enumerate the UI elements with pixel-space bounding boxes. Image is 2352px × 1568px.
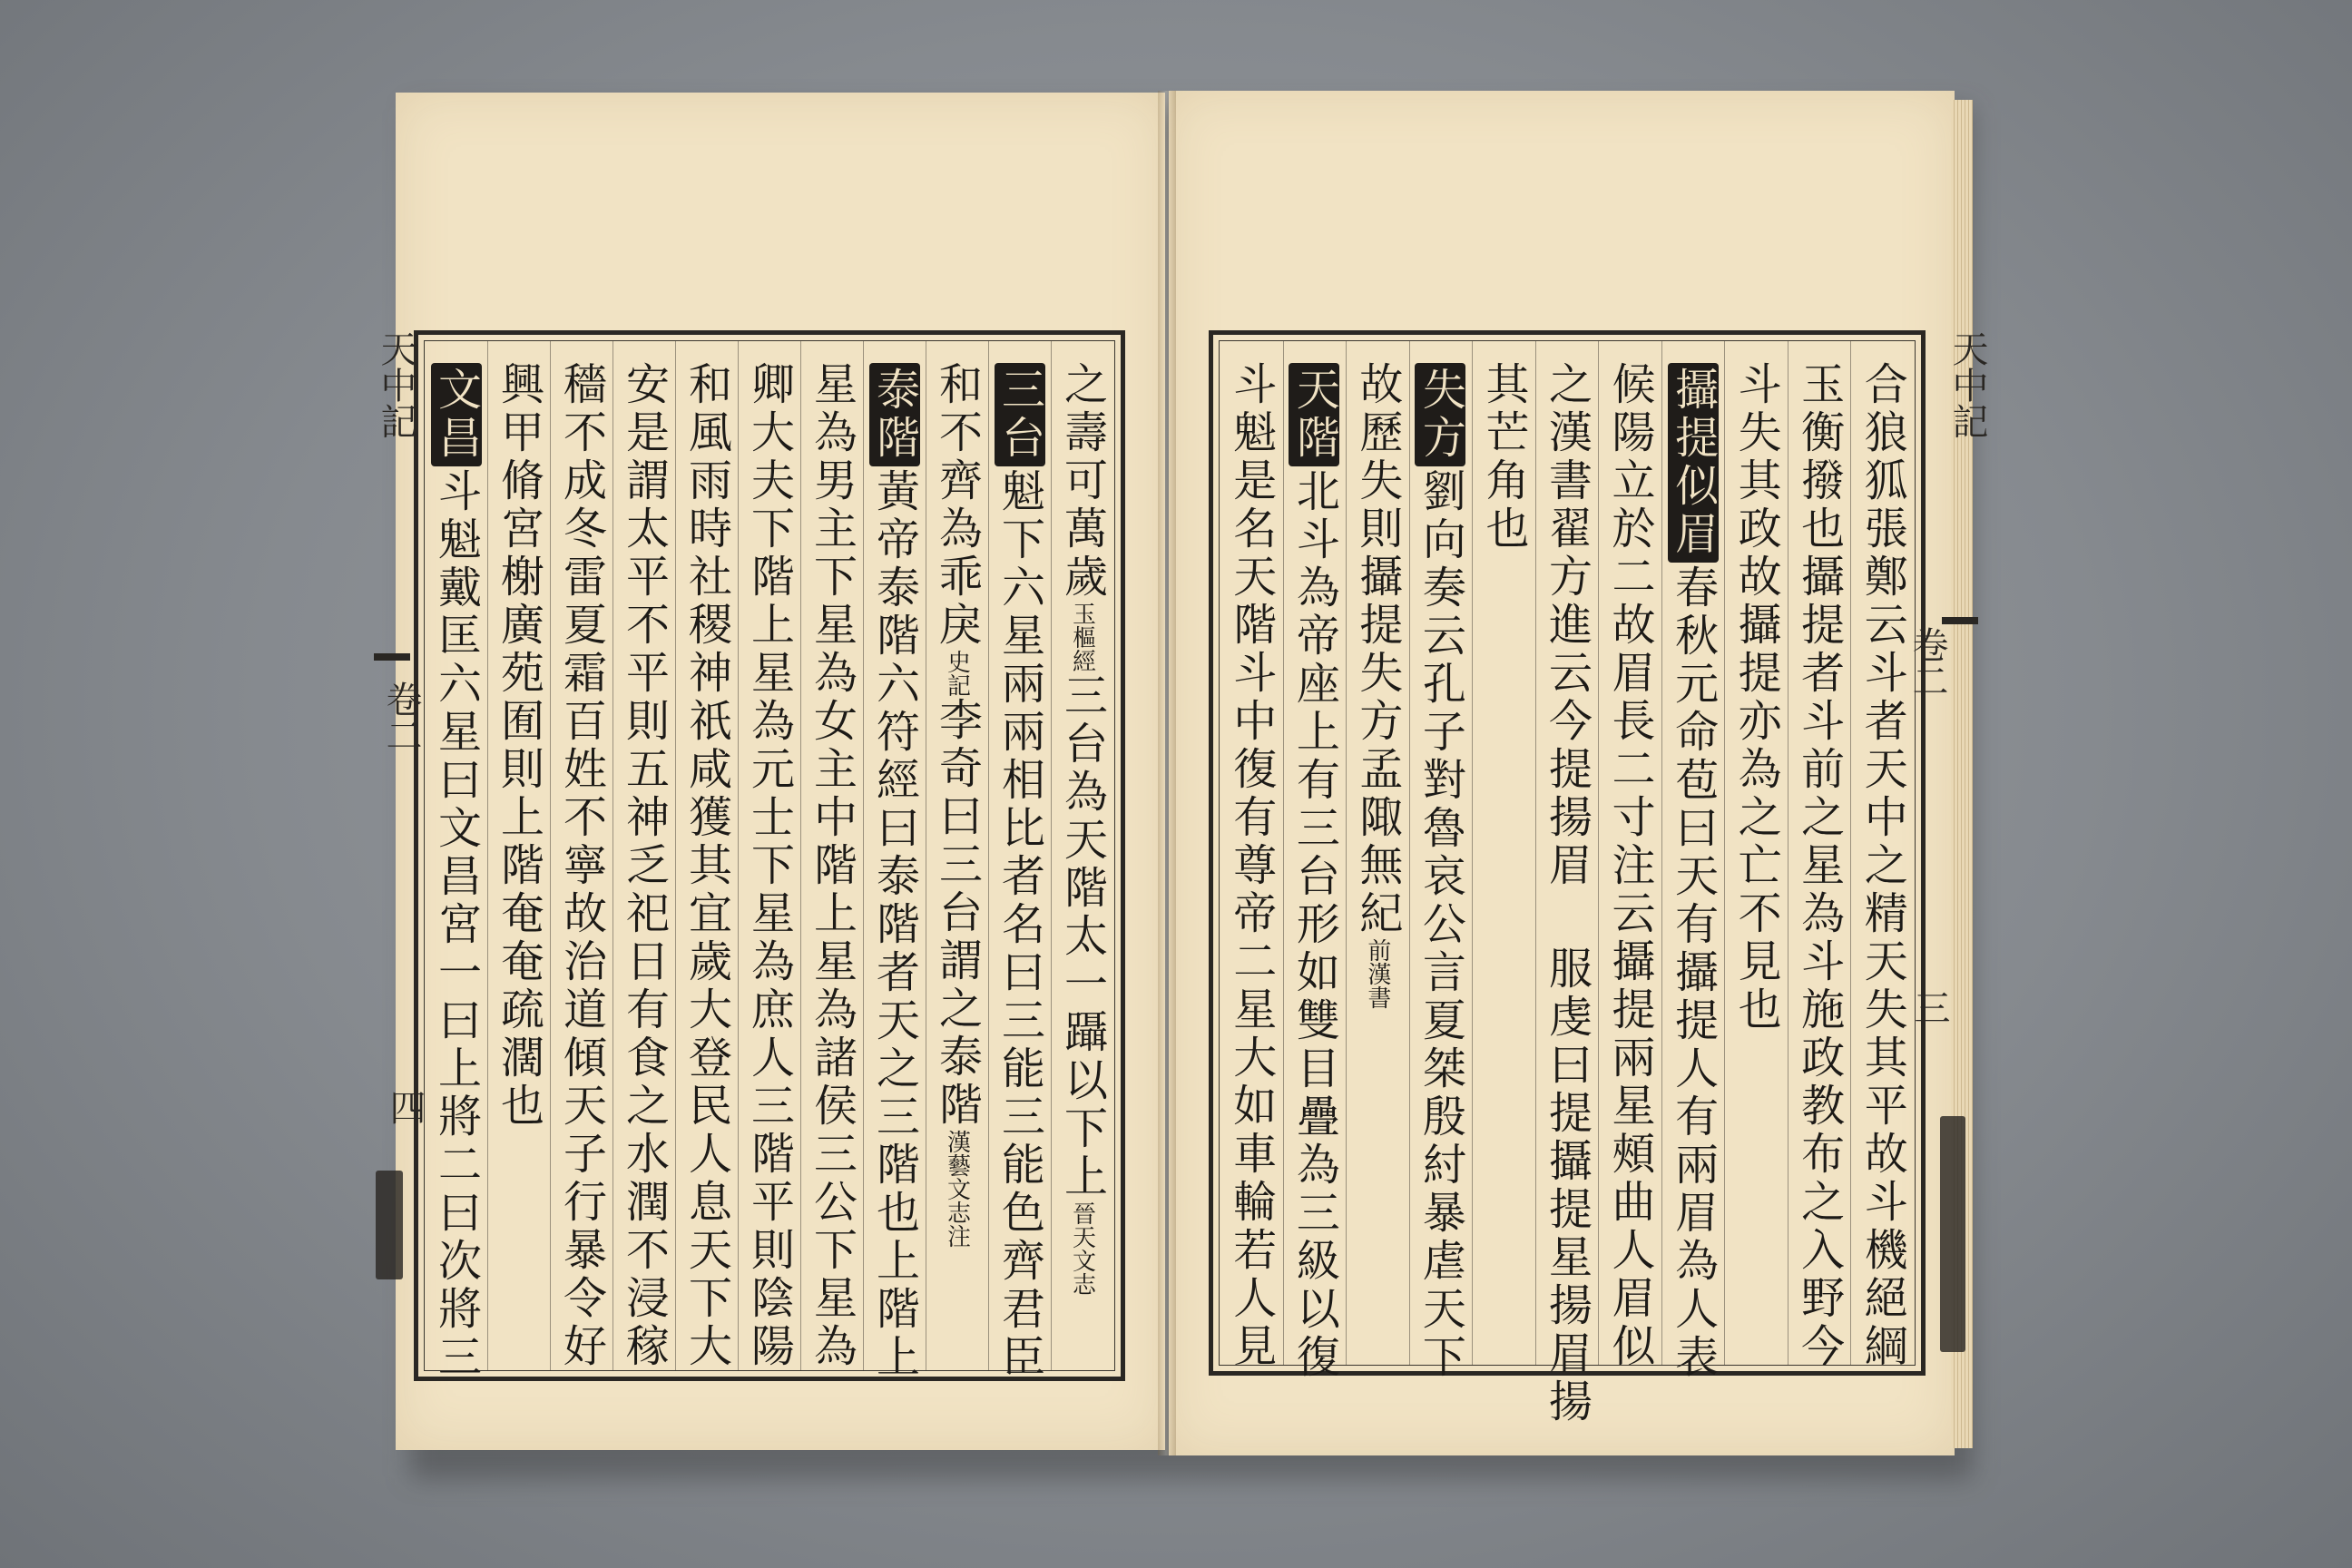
body-text: 黃帝泰階六符經曰泰階者天之三階也上階上 xyxy=(868,468,920,1382)
column-rule xyxy=(612,341,613,1370)
body-text: 其芒角也 xyxy=(1477,361,1529,554)
right-volume-mark: 卷二 xyxy=(1906,626,1948,699)
column-rule xyxy=(675,341,676,1370)
text-column xyxy=(1730,361,1781,1034)
text-column xyxy=(1542,361,1592,1426)
column-rule xyxy=(1850,341,1851,1365)
heading-label: 天階 xyxy=(1289,363,1339,466)
text-column xyxy=(932,361,983,1248)
text-column xyxy=(1857,361,1907,1371)
left-title-strip: 天中記 xyxy=(375,330,416,439)
right-title-strip: 天中記 xyxy=(1946,330,1988,439)
text-column xyxy=(619,361,670,1371)
book-gutter xyxy=(1158,91,1176,1455)
column-rule xyxy=(1598,341,1599,1365)
left-volume-mark: 卷二 xyxy=(380,681,422,753)
body-text: 魁下六星兩兩相比者名曰三能三能色齊君臣 xyxy=(994,468,1045,1382)
text-column xyxy=(1352,361,1403,1009)
text-column xyxy=(995,361,1045,1382)
left-page-number: 四 xyxy=(384,1089,426,1125)
body-text: 之漢書翟方進云今提揚眉 服虔曰提攝提星揚眉揚 xyxy=(1541,361,1592,1426)
column-rule xyxy=(1724,341,1725,1365)
body-text: 三台為天階太一躡以下上 xyxy=(1056,672,1108,1201)
source-note: 史記 xyxy=(943,650,971,697)
right-edge-stamp xyxy=(1940,1116,1965,1352)
right-text-frame xyxy=(1209,330,1926,1426)
left-edge-stamp xyxy=(376,1171,403,1279)
text-column xyxy=(869,361,920,1382)
text-column xyxy=(744,361,795,1371)
column-rule xyxy=(1661,341,1662,1365)
body-text: 斗魁戴匡六星曰文昌宮一曰上將二曰次將三 xyxy=(430,468,482,1382)
column-rule xyxy=(1283,341,1284,1365)
body-text: 和風雨時社稷神祇咸獲其宜歲大登民人息天下大 xyxy=(681,361,732,1371)
left-text-frame xyxy=(414,330,1125,1381)
text-column xyxy=(1478,361,1529,554)
source-note: 玉樞經 xyxy=(1068,602,1096,672)
body-text: 候陽立於二故眉長二寸注云攝提兩星頰曲人眉似 xyxy=(1604,361,1656,1371)
column-rule xyxy=(1346,341,1347,1365)
body-text: 斗失其政故攝提亦為之亡不見也 xyxy=(1730,361,1782,1034)
text-column xyxy=(1289,361,1339,1382)
column-rule xyxy=(550,341,551,1370)
column-rule xyxy=(988,341,989,1370)
right-page-number: 三 xyxy=(1908,989,1950,1025)
text-column xyxy=(1668,361,1719,1382)
source-note: 晉天文志 xyxy=(1068,1201,1096,1296)
left-fishtail-mark xyxy=(374,653,410,661)
body-text: 和不齊為乖戾 xyxy=(931,361,983,650)
body-text: 斗魁是名天階斗中復有尊帝二星大如車輪若人見 xyxy=(1225,361,1277,1371)
text-column xyxy=(1794,361,1845,1371)
text-column xyxy=(1604,361,1655,1371)
column-rule xyxy=(1051,341,1052,1370)
body-text: 劉向奏云孔子對魯哀公言夏桀殷紂暴虐天下 xyxy=(1415,468,1466,1382)
body-text: 北斗為帝座上有三台形如雙目疊為三級以復 xyxy=(1289,468,1340,1382)
column-rule xyxy=(487,341,488,1370)
right-text-block xyxy=(1219,340,1916,1426)
body-text: 卿大夫下階上星為元士下星為庶人三階平則陰陽 xyxy=(743,361,795,1371)
text-column xyxy=(1415,361,1465,1382)
body-text: 春秋元命苞曰天有攝提人有兩眉為人表 xyxy=(1667,564,1719,1382)
column-rule xyxy=(800,341,801,1370)
body-text: 玉衡撥也攝提者斗前之星為斗施政教布之入野今 xyxy=(1793,361,1845,1371)
column-rule xyxy=(1535,341,1536,1365)
text-column xyxy=(1057,361,1108,1296)
source-note: 前漢書 xyxy=(1363,938,1391,1009)
body-text: 李奇曰三台謂之泰階 xyxy=(931,697,983,1130)
body-text: 故歷失則攝提失方孟陬無紀 xyxy=(1351,361,1403,938)
column-rule xyxy=(1409,341,1410,1365)
heading-label: 泰階 xyxy=(869,363,920,466)
column-rule xyxy=(863,341,864,1370)
body-text: 星為男主下星為女主中階上星為諸侯三公下星為 xyxy=(806,361,858,1371)
text-column xyxy=(431,361,482,1382)
body-text: 穡不成冬雷夏霜百姓不寧故治道傾天子行暴令好 xyxy=(555,361,607,1371)
left-text-block xyxy=(424,340,1115,1382)
heading-label: 文昌 xyxy=(431,363,482,466)
body-text: 之壽可萬歲 xyxy=(1056,361,1108,602)
source-note: 漢藝文志注 xyxy=(943,1130,971,1248)
text-column xyxy=(494,361,544,1131)
body-text: 合狼狐張鄭云斗者天中之精天失其平故斗機絕綱 xyxy=(1857,361,1908,1371)
right-fishtail-mark xyxy=(1942,617,1978,624)
text-column xyxy=(807,361,858,1371)
heading-label: 三台 xyxy=(995,363,1045,466)
column-rule xyxy=(738,341,739,1370)
text-column xyxy=(681,361,732,1371)
text-column xyxy=(1226,361,1277,1371)
heading-label: 失方 xyxy=(1415,363,1465,466)
body-text: 安是謂太平不平則五神乏祀日有食之水潤不浸稼 xyxy=(618,361,670,1371)
heading-label: 攝提似眉 xyxy=(1668,363,1719,563)
text-column xyxy=(556,361,607,1371)
column-rule xyxy=(1472,341,1473,1365)
body-text: 興甲脩宮榭廣苑囿則上階奄奄疏濶也 xyxy=(493,361,544,1131)
